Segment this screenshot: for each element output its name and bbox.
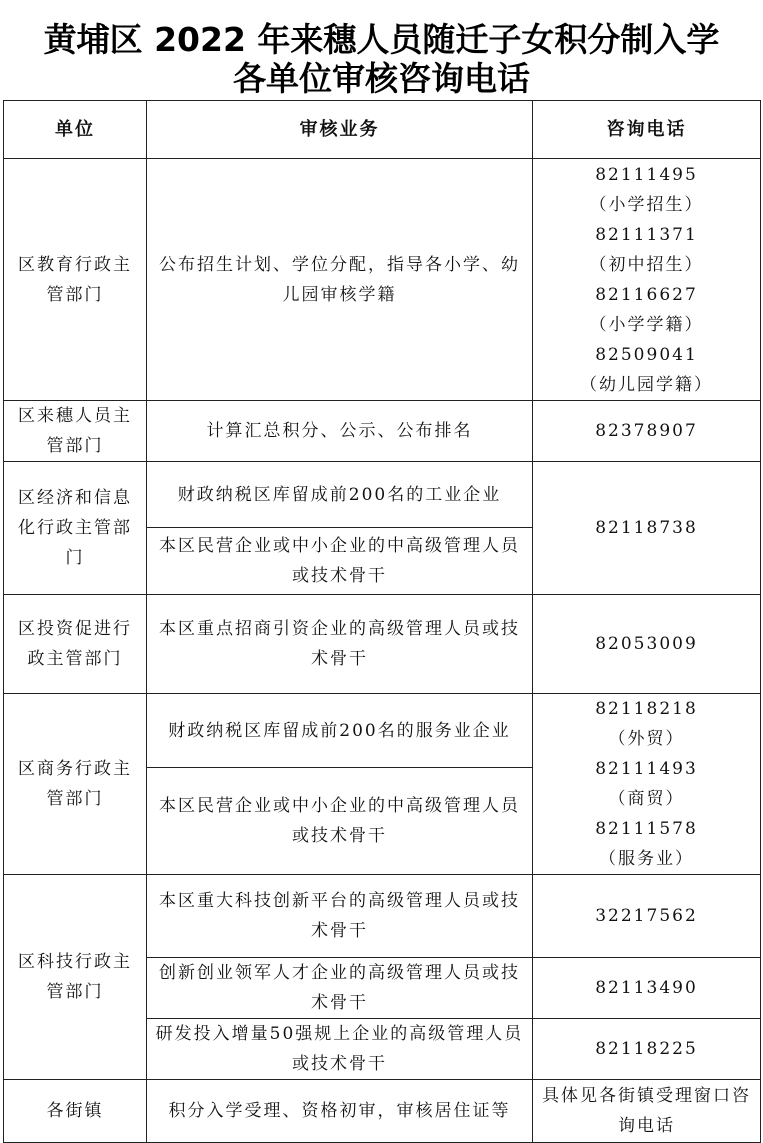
phone-line: 82509041 [595,344,698,365]
phone-note: （幼儿园学籍） [580,374,713,395]
phone-note: （小学招生） [589,194,704,215]
phone-note: （服务业） [599,849,694,869]
task-cell: 财政纳税区库留成前200名的工业企业 [147,462,533,528]
task-cell: 本区民营企业或中小企业的中高级管理人员或技术骨干 [147,528,533,595]
phone-line: 82111493 [595,759,698,779]
phone-cell [533,159,761,401]
task-cell: 财政纳税区库留成前200名的服务业企业 [147,694,533,768]
table-row [4,595,761,694]
task-cell: 本区民营企业或中小企业的中高级管理人员或技术骨干 [147,768,533,875]
table-row [4,159,761,401]
task-cell: 研发投入增量50强规上企业的高级管理人员或技术骨干 [147,1019,533,1080]
header-unit: 单位 [4,101,147,159]
unit-cell: 区商务行政主管部门 [4,694,147,875]
task-cell: 创新创业领军人才企业的高级管理人员或技术骨干 [147,958,533,1019]
phone-cell: 82118225 [533,1019,761,1080]
task-cell: 公布招生计划、学位分配，指导各小学、幼儿园审核学籍 [147,159,533,401]
phone-cell: 具体见各街镇受理窗口咨询电话 [533,1080,761,1143]
unit-cell: 区经济和信息化行政主管部门 [4,462,147,595]
phone-line: 82118218 [595,699,698,719]
page-title-line2: 各单位审核咨询电话 [233,59,530,98]
phone-note: （商贸） [608,789,685,809]
unit-cell: 区来穗人员主管部门 [4,401,147,462]
phone-line: 82116627 [595,284,698,305]
phone-note: （初中招生） [589,254,704,275]
phone-cell: 82113490 [533,958,761,1019]
header-task: 审核业务 [147,101,533,159]
unit-cell: 区教育行政主管部门 [4,159,147,401]
phone-cell [533,694,761,875]
task-cell: 本区重大科技创新平台的高级管理人员或技术骨干 [147,875,533,958]
phone-line: 82111578 [595,819,698,839]
table-row [4,875,761,958]
table-header-row [4,101,761,159]
page-title-line1: 黄埔区 2022 年来穗人员随迁子女积分制入学 [43,20,720,59]
phone-line: 82111495 [595,164,698,185]
task-cell: 本区重点招商引资企业的高级管理人员或技术骨干 [147,595,533,694]
header-phone: 咨询电话 [533,101,761,159]
phone-cell: 82378907 [533,401,761,462]
table-row [4,401,761,462]
task-cell: 积分入学受理、资格初审，审核居住证等 [147,1080,533,1143]
table-row [4,462,761,528]
phone-cell: 32217562 [533,875,761,958]
unit-cell: 区科技行政主管部门 [4,875,147,1080]
table-row [4,1080,761,1143]
phone-line: 82111371 [595,224,698,245]
phone-cell: 82118738 [533,462,761,595]
unit-cell: 各街镇 [4,1080,147,1143]
consult-phone-table [3,100,761,1143]
task-cell: 计算汇总积分、公示、公布排名 [147,401,533,462]
phone-note: （小学学籍） [589,314,704,335]
phone-note: （外贸） [608,729,685,749]
unit-cell: 区投资促进行政主管部门 [4,595,147,694]
table-row [4,694,761,768]
phone-cell: 82053009 [533,595,761,694]
